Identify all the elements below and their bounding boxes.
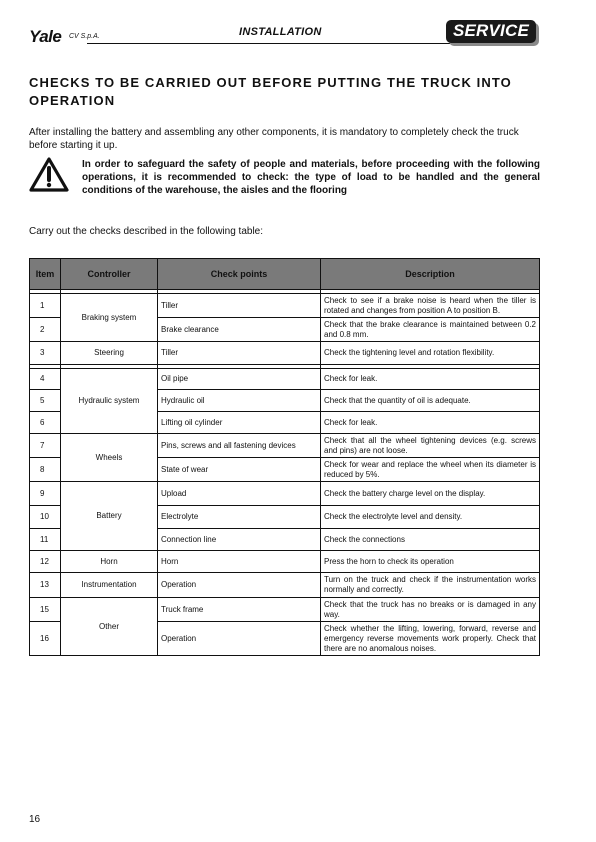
check-point: Operation — [158, 573, 321, 598]
service-badge — [446, 20, 536, 43]
page-header — [29, 20, 539, 50]
item-number: 7 — [30, 434, 61, 458]
controller-instrumentation: Instrumentation — [61, 573, 158, 598]
table-row — [30, 369, 540, 390]
safety-warning: In order to safeguard the safety of people and materials, before proceeding with the following operations, it is recommended to check: the type of load to be handled and the general conditions of the warehouse, the aisles and the flooring — [82, 159, 540, 196]
check-point: Pins, screws and all fastening devices — [158, 434, 321, 458]
description: Press the horn to check its operation — [321, 551, 540, 573]
column-header-check-points: Check points — [158, 259, 321, 290]
check-point: Connection line — [158, 529, 321, 551]
check-point: Lifting oil cylinder — [158, 412, 321, 434]
item-number: 3 — [30, 342, 61, 365]
controller-battery: Battery — [61, 482, 158, 551]
description: Check the battery charge level on the display. — [321, 482, 540, 506]
description: Check that the brake clearance is maintained between 0.2 and 0.8 mm. — [321, 318, 540, 342]
check-point: Upload — [158, 482, 321, 506]
column-header-description: Description — [321, 259, 540, 290]
column-header-item: Item — [30, 259, 61, 290]
item-number: 6 — [30, 412, 61, 434]
checks-table — [29, 258, 540, 656]
table-row — [30, 482, 540, 506]
item-number: 13 — [30, 573, 61, 598]
check-point: Hydraulic oil — [158, 390, 321, 412]
controller-hydraulic: Hydraulic system — [61, 369, 158, 434]
description: Check that all the wheel tightening devices (e.g. screws and pins) are not loose. — [321, 434, 540, 458]
logo-subtitle: CV S.p.A. — [69, 33, 100, 40]
check-point: Electrolyte — [158, 506, 321, 529]
controller-horn: Horn — [61, 551, 158, 573]
item-number: 4 — [30, 369, 61, 390]
check-point: Horn — [158, 551, 321, 573]
description: Check that the quantity of oil is adequate. — [321, 390, 540, 412]
header-rule — [87, 43, 457, 44]
warning-triangle-icon — [29, 157, 69, 193]
check-point: Oil pipe — [158, 369, 321, 390]
table-header-row — [30, 259, 540, 290]
table-row — [30, 573, 540, 598]
check-point: Brake clearance — [158, 318, 321, 342]
item-number: 12 — [30, 551, 61, 573]
item-number: 10 — [30, 506, 61, 529]
table-intro: Carry out the checks described in the following table: — [29, 226, 264, 237]
description: Check whether the lifting, lowering, forward, reverse and emergency reverse movements work properly. Check that there are no anomalous noises. — [321, 622, 540, 656]
description: Check that the truck has no breaks or is damaged in any way. — [321, 598, 540, 622]
controller-other: Other — [61, 598, 158, 656]
page-number: 16 — [29, 814, 41, 825]
description: Check for wear and replace the wheel when its diameter is reduced by 5%. — [321, 458, 540, 482]
page-title: CHECKS TO BE CARRIED OUT BEFORE PUTTING THE TRUCK INTO OPERATION — [29, 75, 512, 108]
description: Check for leak. — [321, 369, 540, 390]
description: Check for leak. — [321, 412, 540, 434]
check-point: Truck frame — [158, 598, 321, 622]
controller-wheels: Wheels — [61, 434, 158, 482]
intro-paragraph: After installing the battery and assembling any other components, it is mandatory to completely check the truck before starting it up. — [29, 127, 519, 151]
item-number: 9 — [30, 482, 61, 506]
check-point: Tiller — [158, 294, 321, 318]
description: Check the tightening level and rotation flexibility. — [321, 342, 540, 365]
item-number: 5 — [30, 390, 61, 412]
check-point: Tiller — [158, 342, 321, 365]
description: Check the electrolyte level and density. — [321, 506, 540, 529]
item-number: 15 — [30, 598, 61, 622]
item-number: 1 — [30, 294, 61, 318]
item-number: 2 — [30, 318, 61, 342]
check-point: State of wear — [158, 458, 321, 482]
table-row — [30, 598, 540, 622]
check-point: Operation — [158, 622, 321, 656]
item-number: 8 — [30, 458, 61, 482]
column-header-controller: Controller — [61, 259, 158, 290]
table-row — [30, 434, 540, 458]
item-number: 16 — [30, 622, 61, 656]
table-row — [30, 342, 540, 365]
description: Check the connections — [321, 529, 540, 551]
item-number: 11 — [30, 529, 61, 551]
service-badge-label: SERVICE — [452, 21, 530, 40]
controller-braking: Braking system — [61, 294, 158, 342]
description: Check to see if a brake noise is heard when the tiller is rotated and changes from position A to position B. — [321, 294, 540, 318]
table-row — [30, 294, 540, 318]
yale-logo: Yale — [29, 27, 62, 46]
controller-steering: Steering — [61, 342, 158, 365]
section-title: INSTALLATION — [239, 26, 322, 38]
table-row — [30, 551, 540, 573]
description: Turn on the truck and check if the instrumentation works normally and correctly. — [321, 573, 540, 598]
